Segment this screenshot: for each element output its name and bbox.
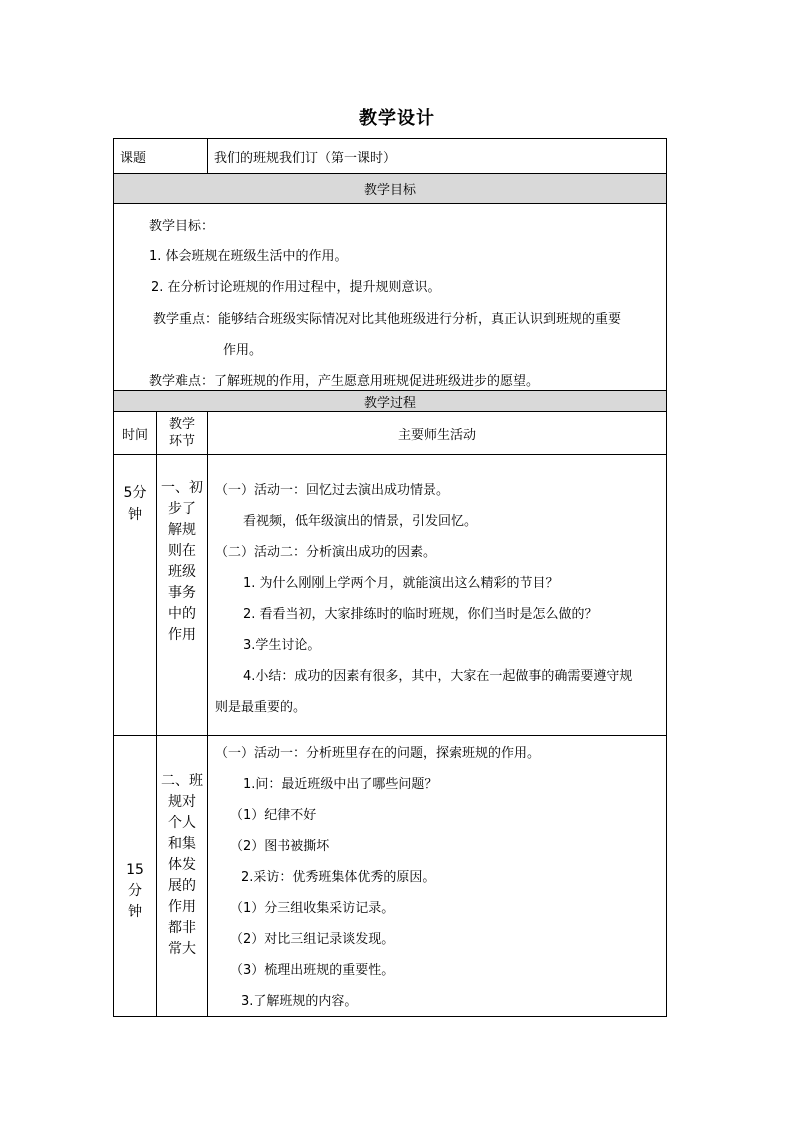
row2-stage-line: 体发 <box>168 857 196 873</box>
row2-stage <box>157 736 208 1017</box>
topic-value: 我们的班规我们订（第一课时） <box>208 139 667 174</box>
row1-stage-line: 班级 <box>168 564 196 580</box>
row2-time-line-3: 钟 <box>128 904 142 920</box>
key-point-line-1: 教学重点：能够结合班级实际情况对比其他班级进行分析，真正认识到班规的重要 <box>153 312 622 327</box>
goals-row <box>114 204 667 391</box>
row1-stage-line: 作用 <box>168 627 196 643</box>
row2-stage-line: 展的 <box>168 878 196 894</box>
lesson-plan-table <box>113 138 667 1017</box>
goals-heading: 教学目标： <box>149 219 215 234</box>
stage-header-line-2: 环节 <box>169 434 196 449</box>
column-header-row <box>114 412 667 455</box>
row1-line: 则是最重要的。 <box>215 700 307 715</box>
row1-stage-line: 中的 <box>168 606 196 622</box>
stage-column-header <box>157 412 208 455</box>
document-title: 教学设计 <box>359 108 435 129</box>
row1-activities <box>208 455 667 736</box>
process-row-1 <box>114 455 667 736</box>
row2-line: （一）活动一：分析班里存在的问题，探索班规的作用。 <box>215 746 541 761</box>
row2-line: 2.采访：优秀班集体优秀的原因。 <box>241 870 436 885</box>
row1-stage <box>157 455 208 736</box>
row1-time-line-1: 5分 <box>123 485 147 501</box>
row2-stage-line: 作用 <box>168 899 196 915</box>
row1-line: 看视频，低年级演出的情景，引发回忆。 <box>243 514 478 529</box>
process-row-2 <box>114 736 667 1017</box>
row2-stage-line: 个人 <box>168 815 196 831</box>
topic-row <box>114 139 667 174</box>
row2-time <box>114 736 157 1017</box>
key-point-line-2: 作用。 <box>223 343 263 358</box>
row1-stage-line: 则在 <box>168 543 196 559</box>
goals-header-row <box>114 174 667 204</box>
process-header: 教学过程 <box>114 391 667 412</box>
row2-line: （3）梳理出班规的重要性。 <box>230 963 395 978</box>
process-header-row <box>114 391 667 412</box>
row2-activities <box>208 736 667 1017</box>
difficulty-line: 教学难点：了解班规的作用，产生愿意用班规促进班级进步的愿望。 <box>149 374 540 389</box>
row1-line: （二）活动二：分析演出成功的因素。 <box>215 545 437 560</box>
row2-time-line-1: 15 <box>126 862 144 878</box>
row2-line: （1）纪律不好 <box>230 808 317 823</box>
goals-header: 教学目标 <box>114 174 667 204</box>
row2-line: （2）图书被撕坏 <box>230 839 330 854</box>
row1-line: 3.学生讨论。 <box>243 638 321 653</box>
time-column-header: 时间 <box>114 412 157 455</box>
row1-stage-line: 事务 <box>168 585 196 601</box>
activity-column-header: 主要师生活动 <box>208 412 667 455</box>
row2-stage-line: 常大 <box>168 941 196 957</box>
row1-line: 2. 看看当初，大家排练时的临时班规，你们当时是怎么做的？ <box>243 607 598 622</box>
stage-header-line-1: 教学 <box>169 417 196 432</box>
row1-time-line-2: 钟 <box>128 507 142 523</box>
row1-line: 4.小结：成功的因素有很多，其中，大家在一起做事的确需要遵守规 <box>243 669 633 684</box>
goal-item-1: 1. 体会班规在班级生活中的作用。 <box>149 249 348 264</box>
row1-stage-line: 步了 <box>168 501 196 517</box>
goal-item-2: 2. 在分析讨论班规的作用过程中，提升规则意识。 <box>151 280 441 295</box>
row2-line: 3.了解班规的内容。 <box>241 994 358 1009</box>
row2-stage-line: 规对 <box>168 794 196 810</box>
row2-stage-line: 二、班 <box>161 773 203 789</box>
row2-stage-line: 都非 <box>168 920 196 936</box>
row2-time-line-2: 分 <box>128 883 142 899</box>
row1-line: （一）活动一：回忆过去演出成功情景。 <box>215 483 450 498</box>
row1-time <box>114 455 157 736</box>
row1-stage-line: 解规 <box>168 522 196 538</box>
row1-line: 1. 为什么刚刚上学两个月，就能演出这么精彩的节目？ <box>243 576 559 591</box>
row2-line: 1.问：最近班级中出了哪些问题？ <box>243 777 438 792</box>
row1-stage-line: 一、初 <box>161 480 203 496</box>
goals-cell <box>114 204 667 391</box>
row2-line: （1）分三组收集采访记录。 <box>230 901 395 916</box>
row2-line: （2）对比三组记录谈发现。 <box>230 932 395 947</box>
row2-stage-line: 和集 <box>168 836 196 852</box>
topic-label: 课题 <box>114 139 208 174</box>
